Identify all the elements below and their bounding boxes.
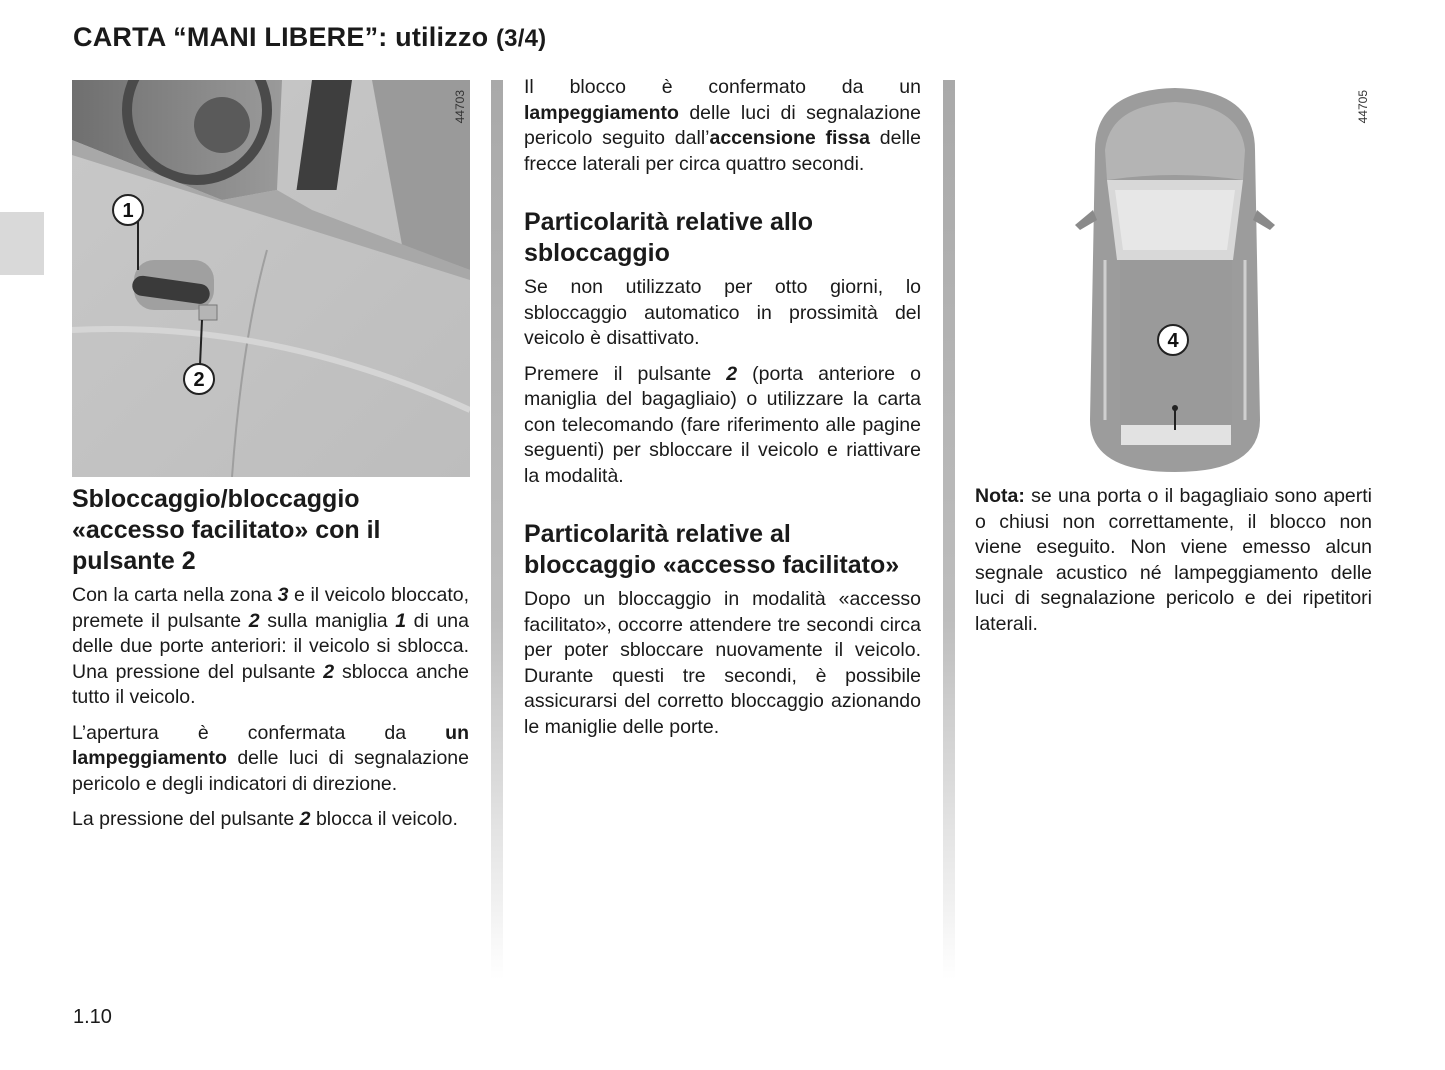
page-title-main: CARTA “MANI LIBERE”: utilizzo xyxy=(73,22,489,52)
column-divider-right xyxy=(943,80,955,980)
page-title xyxy=(73,22,546,53)
figure-code-44703: 44703 xyxy=(453,90,467,124)
column-right xyxy=(975,484,1372,647)
figure-code-44705: 44705 xyxy=(1356,90,1370,124)
paragraph-reactivate-mode: Premere il pulsante 2 (porta anteriore o maniglia del bagagliaio) o utilizzare la carta con telecomando (fare riferimento alle pagine seguenti) per sbloccare il veicolo e riattivare la modalità. xyxy=(524,362,921,487)
paragraph-lock-confirmation: Il blocco è confermato da un lampeggiamento delle luci di segnalazione pericolo seguito dall’accensione fissa delle frecce laterali per circa quattro secondi. xyxy=(524,76,921,175)
callout-2-label: 2 xyxy=(193,369,205,391)
column-left xyxy=(72,484,469,843)
door-handle-figure xyxy=(72,80,470,477)
section-heading-unlock-lock-button: Sbloccaggio/bloccaggio «accesso facilitato» con il pulsante 2 xyxy=(72,485,381,575)
chapter-side-tab xyxy=(0,212,44,275)
car-top-view-figure xyxy=(975,80,1373,477)
callout-1-marker xyxy=(113,195,143,225)
paragraph-auto-unlock-disabled: Se non utilizzato per otto giorni, lo sbloccaggio automatico in prossimità del veicolo è disattivato. xyxy=(524,276,921,349)
section-heading-lock-particulars: Particolarità relative al bloccaggio «accesso facilitato» xyxy=(524,520,900,579)
section-heading-unlock-particulars: Particolarità relative allo sbloccaggio xyxy=(524,208,814,267)
paragraph-lock-press: La pressione del pulsante 2 blocca il veicolo. xyxy=(72,808,458,830)
callout-4-marker xyxy=(1158,325,1188,355)
callout-1-label: 1 xyxy=(122,200,134,222)
car-top-view-illustration xyxy=(975,80,1373,477)
callout-2-marker xyxy=(184,364,214,394)
note-text: se una porta o il bagagliaio sono aperti o chiusi non correttamente, il blocco non viene eseguito. Non viene emesso alcun segnale acustico né lampeggiamento delle luci di segnalazione pericolo e dei ripetitori laterali. xyxy=(975,485,1372,635)
column-middle xyxy=(524,75,921,750)
note-paragraph xyxy=(975,484,1372,637)
page-title-suffix: (3/4) xyxy=(495,25,547,52)
column-divider-left xyxy=(491,80,503,980)
page-number: 1.10 xyxy=(73,1006,112,1028)
paragraph-opening-confirmation: L’apertura è confermata da un lampeggiamento delle luci di segnalazione pericolo e degli indicatori di direzione. xyxy=(72,721,469,795)
note-label: Nota: xyxy=(975,485,1025,507)
door-handle-illustration xyxy=(72,80,470,477)
paragraph-unlock-procedure: Con la carta nella zona 3 e il veicolo bloccato, premete il pulsante 2 sulla maniglia 1 di una delle due porte anteriori: il veicolo si sblocca. Una pressione del pulsante 2 sblocca anche tutto il veicolo. xyxy=(72,584,470,708)
paragraph-wait-three-seconds: Dopo un bloccaggio in modalità «accesso facilitato», occorre attendere tre secondi circa per poter sbloccare nuovamente il veicolo. Durante questi tre secondi, è possibile assicurarsi del corretto bloccaggio azionando le maniglie delle porte. xyxy=(524,588,921,738)
callout-4-label: 4 xyxy=(1167,330,1179,352)
